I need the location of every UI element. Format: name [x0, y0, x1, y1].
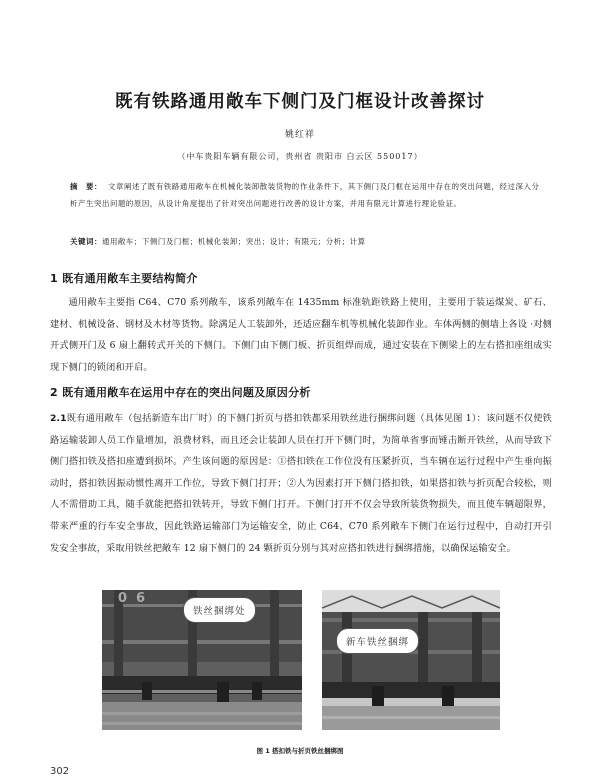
svg-text:6: 6 — [136, 591, 146, 606]
figure-caption: 图 1 搭扣铁与折页铁丝捆绑图 — [256, 747, 344, 755]
callout-new-car-wire-binding: 新车铁丝捆绑 — [336, 628, 419, 654]
subsection-number: 2.1 — [50, 413, 67, 424]
section-heading-1: 1 既有通用敞车主要结构简介 — [50, 272, 198, 285]
section-heading-2: 2 既有通用敞车在运用中存在的突出问题及原因分析 — [50, 386, 311, 399]
keywords-label: 关键词： — [70, 237, 102, 246]
author-name: 姚红祥 — [284, 130, 315, 140]
subsection-text: 既有通用敞车（包括新造车出厂时）的下侧门折页与搭扣铁都采用铁丝进行捆绑问题（具体见图 1）：该问题不仅使铁路运输装卸人员工作量增加，浪费材料，而且还会让装卸人员在打开下侧门时，为简单省事而锤击断开铁丝，从而导致下侧门搭扣铁及搭扣座遭到损坏。产生该问题的原因是：①搭扣铁在工作位没有压紧折页，当车辆在运行过程中产生垂向振动时，搭扣铁因振动惯性离开工作位，导致下侧门打开；②人为因素打开下侧门搭扣铁，如果搭扣铁与折页配合较松，则人不需借助工具，随手就能把搭扣铁转开，导致下侧门打开。下侧门打开不仅会导致所装货物损失，而且使车辆超限界，带来严重的行车安全事故，因此铁路运输部门为运输安全，防止 C64、C70 系列敞车下侧门在运行过程中，自动打开引发安全事故，采取用铁丝把敞车 12 扇下侧门的 24 颗折页分别与其对应搭扣铁进行捆绑措施，以确保运输安全。 — [50, 413, 552, 554]
abstract-label: 摘 要： — [70, 182, 102, 191]
article-title: 既有铁路通用敞车下侧门及门框设计改善探讨 — [115, 92, 485, 112]
section-1-paragraph: 通用敞车主要指 C64、C70 系列敞车，该系列敞车在 1435mm 标准轨距铁路上使用，主要用于装运煤炭、矿石、建材、机械设备、钢材及木材等货物。除满足人工装卸外，还适应翻车机等机械化装卸作业。车体两侧的侧墙上各设 ·对侧开式侧开门及 6 扇上翻转式开关的下侧门。下侧门由下侧门板、折页组焊而成，通过安装在下侧梁上的左右搭扣座组成实现下侧门的锁闭和开启。 — [50, 297, 552, 373]
section-2-1-paragraph — [50, 408, 552, 559]
figure-photo-right — [322, 590, 500, 730]
wagon-side-photo-right — [322, 590, 500, 730]
keywords-text: 通用敞车；下侧门及门框；机械化装卸；突出；设计；有限元；分析；计算 — [101, 237, 366, 246]
keywords — [70, 236, 540, 247]
author-affiliation: （中车贵阳车辆有限公司，贵州省 贵阳市 白云区 550017） — [177, 152, 423, 161]
svg-text:0: 0 — [118, 591, 128, 606]
abstract — [70, 178, 540, 212]
page-number: 302 — [50, 766, 70, 777]
abstract-text: 文章阐述了既有铁路通用敞车在机械化装卸散装货物的作业条件下，其下侧门及门框在运用中存在的突出问题，经过深入分析产生突出问题的原因，从设计角度提出了针对突出问题进行改善的设计方案，并用有限元计算进行理论验证。 — [70, 182, 540, 208]
callout-wire-binding: 铁丝捆绑处 — [183, 597, 256, 623]
